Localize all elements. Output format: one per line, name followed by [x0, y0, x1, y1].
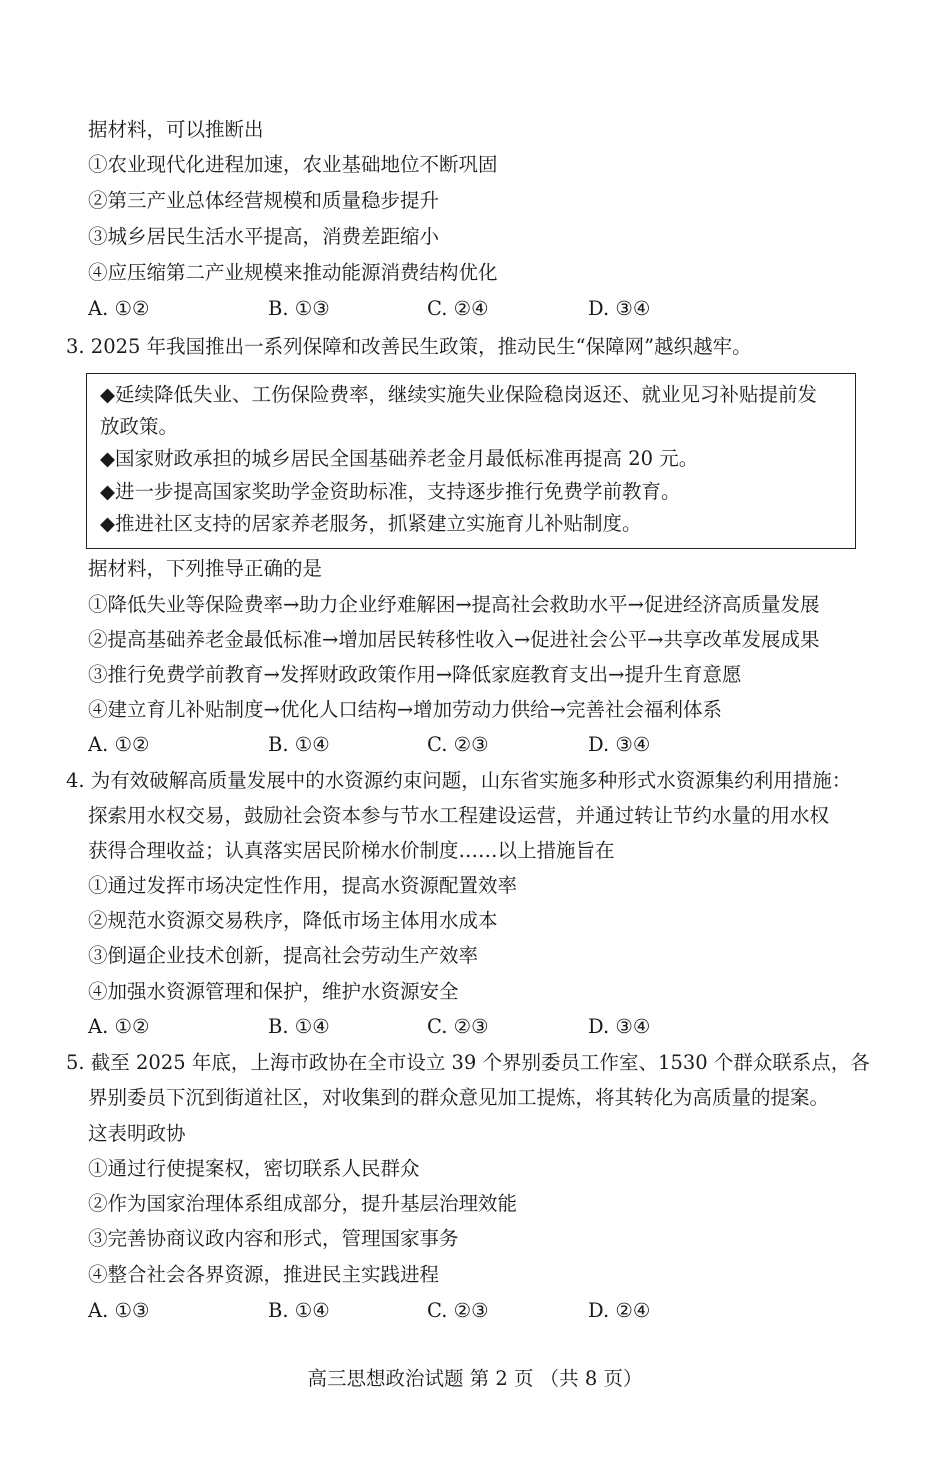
- q5-option-a: A. ①③: [88, 1299, 150, 1322]
- q3-option-c: C. ②③: [427, 733, 489, 756]
- q3-box-line-5: ◆推进社区支持的居家养老服务，抓紧建立实施育儿补贴制度。: [100, 512, 642, 535]
- q4-item-1: ①通过发挥市场决定性作用，提高水资源配置效率: [88, 874, 518, 897]
- q3-box-line-4: ◆进一步提高国家奖助学金资助标准，支持逐步推行免费学前教育。: [100, 480, 681, 503]
- q2-item-3: ③城乡居民生活水平提高，消费差距缩小: [88, 225, 440, 248]
- q4-option-b: B. ①④: [268, 1015, 330, 1038]
- q3-box-line-3: ◆国家财政承担的城乡居民全国基础养老金月最低标准再提高 20 元。: [100, 447, 699, 470]
- q3-option-a: A. ①②: [88, 733, 150, 756]
- q5-item-1: ①通过行使提案权，密切联系人民群众: [88, 1157, 420, 1180]
- q4-item-3: ③倒逼企业技术创新，提高社会劳动生产效率: [88, 944, 479, 967]
- q2-option-c: C. ②④: [427, 297, 489, 320]
- q4-option-c: C. ②③: [427, 1015, 489, 1038]
- q3-item-4: ④建立育儿补贴制度→优化人口结构→增加劳动力供给→完善社会福利体系: [88, 698, 723, 721]
- q5-stem-line-3: 这表明政协: [88, 1122, 186, 1145]
- q3-box-line-1: ◆延续降低失业、工伤保险费率，继续实施失业保险稳岗返还、就业见习补贴提前发: [100, 383, 817, 406]
- q3-stem: 3. 2025 年我国推出一系列保障和改善民生政策，推动民生“保障网”越织越牢。: [66, 335, 752, 358]
- q4-option-a: A. ①②: [88, 1015, 150, 1038]
- q2-item-4: ④应压缩第二产业规模来推动能源消费结构优化: [88, 261, 498, 284]
- q3-item-2: ②提高基础养老金最低标准→增加居民转移性收入→促进社会公平→共享改革发展成果: [88, 628, 820, 651]
- q4-stem-line-3: 获得合理收益；认真落实居民阶梯水价制度……以上措施旨在: [88, 839, 615, 862]
- q5-item-4: ④整合社会各界资源，推进民主实践进程: [88, 1263, 440, 1286]
- q3-box-line-2: 放政策。: [100, 415, 179, 438]
- q3-option-d: D. ③④: [588, 733, 651, 756]
- q3-lead: 据材料，下列推导正确的是: [88, 557, 323, 580]
- q2-option-a: A. ①②: [88, 297, 150, 320]
- q4-option-d: D. ③④: [588, 1015, 651, 1038]
- q4-item-4: ④加强水资源管理和保护，维护水资源安全: [88, 980, 459, 1003]
- q5-option-d: D. ②④: [588, 1299, 651, 1322]
- q2-option-b: B. ①③: [268, 297, 330, 320]
- q2-option-d: D. ③④: [588, 297, 651, 320]
- q5-stem-line-1: 5. 截至 2025 年底，上海市政协在全市设立 39 个界别委员工作室、1530 个群众联系点，各: [66, 1051, 870, 1074]
- page-footer: 高三思想政治试题 第 2 页 （共 8 页）: [307, 1367, 643, 1390]
- q3-option-b: B. ①④: [268, 733, 330, 756]
- q5-stem-line-2: 界别委员下沉到街道社区，对收集到的群众意见加工提炼，将其转化为高质量的提案。: [88, 1086, 830, 1109]
- q3-item-3: ③推行免费学前教育→发挥财政政策作用→降低家庭教育支出→提升生育意愿: [88, 663, 742, 686]
- q2-item-2: ②第三产业总体经营规模和质量稳步提升: [88, 189, 440, 212]
- q5-option-c: C. ②③: [427, 1299, 489, 1322]
- q4-item-2: ②规范水资源交易秩序，降低市场主体用水成本: [88, 909, 498, 932]
- q4-stem-line-1: 4. 为有效破解高质量发展中的水资源约束问题，山东省实施多种形式水资源集约利用措施：: [66, 769, 852, 792]
- q3-item-1: ①降低失业等保险费率→助力企业纾难解困→提高社会救助水平→促进经济高质量发展: [88, 593, 820, 616]
- q2-lead: 据材料，可以推断出: [88, 118, 264, 141]
- q2-item-1: ①农业现代化进程加速，农业基础地位不断巩固: [88, 153, 498, 176]
- q5-item-2: ②作为国家治理体系组成部分，提升基层治理效能: [88, 1192, 518, 1215]
- q5-item-3: ③完善协商议政内容和形式，管理国家事务: [88, 1227, 459, 1250]
- q5-option-b: B. ①④: [268, 1299, 330, 1322]
- q4-stem-line-2: 探索用水权交易，鼓励社会资本参与节水工程建设运营，并通过转让节约水量的用水权: [88, 804, 830, 827]
